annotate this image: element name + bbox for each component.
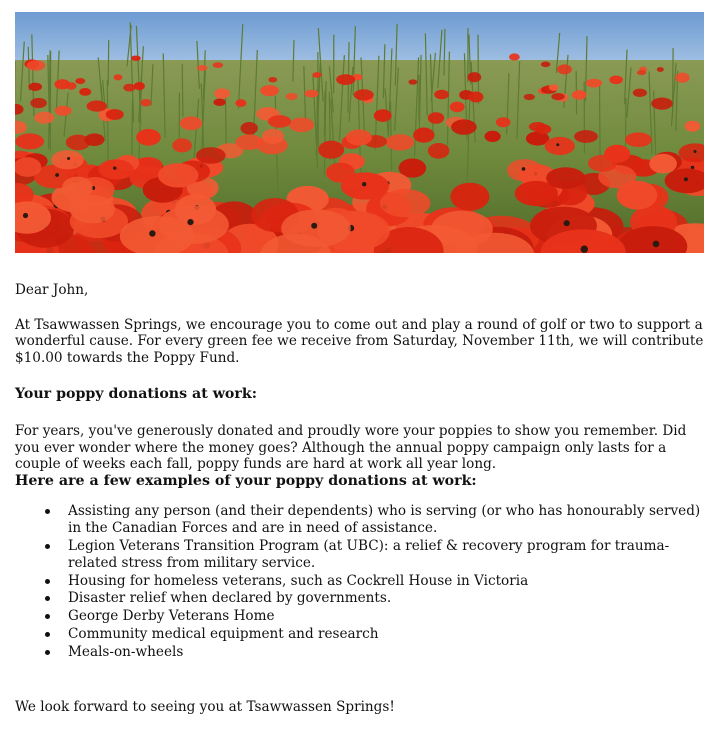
- poppy-flower: [213, 99, 225, 106]
- bullet-icon: [45, 614, 50, 619]
- list-item: [68, 626, 707, 643]
- poppy-flower: [685, 121, 701, 132]
- poppy-flower: [467, 72, 481, 82]
- poppy-flower: [281, 209, 351, 247]
- closing-line: We look forward to seeing you at Tsawwassen Springs!: [15, 699, 395, 716]
- poppy-center: [694, 150, 697, 153]
- bullet-icon: [45, 544, 50, 549]
- poppy-flower: [214, 88, 230, 98]
- poppy-center: [55, 173, 59, 177]
- poppy-flower: [609, 76, 623, 85]
- poppy-flower: [172, 138, 192, 152]
- poppy-flower: [551, 93, 564, 100]
- poppy-flower: [70, 195, 115, 223]
- list-item: [68, 538, 707, 571]
- poppy-flower: [268, 115, 291, 128]
- list-item-text: Meals-on-wheels: [68, 644, 184, 661]
- poppy-center: [564, 220, 570, 226]
- poppy-center: [67, 157, 70, 160]
- poppy-flower: [572, 90, 587, 100]
- poppy-flower: [241, 122, 258, 135]
- list-item: [68, 573, 707, 590]
- poppy-flower: [524, 94, 535, 100]
- poppy-flower: [651, 98, 673, 110]
- poppy-flower: [15, 133, 44, 149]
- bullet-icon: [45, 509, 50, 514]
- bullet-icon: [45, 596, 50, 601]
- poppy-flower: [114, 74, 123, 80]
- poppy-flower: [79, 88, 91, 96]
- list-item: [68, 608, 707, 625]
- email-content: [15, 282, 707, 716]
- poppy-flower: [27, 60, 46, 71]
- poppy-flower: [34, 112, 54, 124]
- poppy-flower: [346, 130, 372, 146]
- list-item-text: Housing for homeless veterans, such as Cockrell House in Victoria: [68, 572, 529, 589]
- poppy-flower: [625, 132, 652, 147]
- poppy-flower: [588, 155, 617, 172]
- examples-list: [15, 503, 707, 661]
- bullet-icon: [45, 650, 50, 655]
- poppy-flower: [269, 77, 278, 82]
- poppy-flower: [413, 128, 434, 143]
- examples-heading: Here are a few examples of your poppy donations at work:: [15, 472, 477, 489]
- list-item-text: Assisting any person (and their dependents) who is serving (or who has honourably served) in the Canadian Forces and are in need of assistance.: [68, 503, 701, 536]
- poppy-flower: [541, 62, 551, 68]
- poppy-flower: [51, 150, 84, 169]
- poppy-flower: [158, 163, 199, 187]
- list-item: [68, 503, 707, 536]
- poppy-flower: [374, 109, 392, 122]
- poppy-flower: [318, 141, 344, 159]
- poppy-center: [187, 219, 193, 225]
- poppy-flower: [106, 109, 124, 120]
- poppy-flower: [617, 181, 658, 210]
- poppy-flower: [507, 159, 542, 181]
- poppy-flower: [98, 159, 133, 179]
- poppy-center: [556, 143, 559, 146]
- poppy-flower: [549, 84, 559, 91]
- poppy-flower: [159, 205, 229, 244]
- poppy-flower: [496, 117, 511, 127]
- list-item-text: Community medical equipment and research: [68, 626, 379, 643]
- poppy-flower: [649, 154, 677, 174]
- poppy-flower: [134, 82, 145, 90]
- poppy-center: [522, 167, 526, 171]
- poppy-flower: [304, 90, 318, 98]
- poppy-stem: [182, 64, 183, 117]
- poppy-flower: [675, 73, 689, 83]
- poppy-flower: [469, 92, 484, 103]
- poppy-flower: [75, 78, 85, 84]
- poppy-flower: [196, 147, 226, 164]
- poppy-flower: [408, 79, 417, 84]
- poppy-flower: [55, 106, 72, 116]
- poppy-flower: [140, 99, 151, 106]
- poppy-center: [653, 241, 660, 248]
- poppy-center: [362, 182, 366, 186]
- poppy-flower: [123, 84, 135, 92]
- poppy-flower: [336, 74, 355, 85]
- poppy-flower: [380, 189, 430, 217]
- poppy-flower: [434, 90, 449, 100]
- poppy-center: [311, 223, 317, 229]
- poppy-flower: [509, 53, 520, 60]
- poppy-flower: [180, 117, 203, 131]
- poppy-flower: [485, 131, 501, 142]
- poppy-flower: [450, 183, 489, 211]
- poppy-flower: [557, 64, 572, 74]
- poppy-flower: [213, 62, 224, 68]
- poppy-flower: [633, 89, 647, 97]
- poppy-flower: [30, 98, 47, 108]
- poppy-center: [149, 230, 155, 236]
- poppy-flower: [386, 134, 415, 150]
- body-paragraph: For years, you've generously donated and proudly wore your poppies to show you remember. Did you ever wonder where the money goes? Although the annual poppy campaign only lasts for a couple of weeks each fall, poppy funds are hard at work all year long.: [15, 422, 687, 473]
- poppy-flower: [450, 102, 465, 113]
- poppy-flower: [428, 112, 444, 124]
- poppy-flower: [286, 93, 298, 100]
- poppy-center: [113, 167, 116, 170]
- greeting: Dear John,: [15, 282, 89, 298]
- poppy-flower: [354, 89, 374, 100]
- poppy-field-banner-image: [15, 12, 704, 253]
- poppy-flower: [586, 79, 602, 88]
- poppy-stem: [132, 101, 133, 155]
- poppy-flower: [451, 119, 477, 134]
- poppy-flower: [657, 67, 664, 72]
- poppy-center: [581, 246, 588, 253]
- bullet-icon: [45, 632, 50, 637]
- poppy-center: [23, 213, 28, 218]
- poppy-flower: [529, 122, 546, 131]
- poppy-flower: [84, 133, 104, 146]
- poppy-flower: [546, 167, 585, 189]
- poppy-flower: [197, 65, 208, 71]
- intro-paragraph: At Tsawwassen Springs, we encourage you to come out and play a round of golf or two to support a wonderful cause. For every green fee we receive from Saturday, November 11th, we will contribute $10.00 towards the Poppy Fund.: [15, 316, 704, 366]
- poppy-flower: [428, 143, 450, 159]
- bullet-icon: [45, 579, 50, 584]
- poppy-flower: [28, 83, 42, 91]
- list-item-text: Legion Veterans Transition Program (at UBC): a relief & recovery program for trauma-related stress from military service.: [68, 537, 670, 571]
- poppy-center: [684, 177, 688, 181]
- poppy-flower: [87, 101, 107, 112]
- poppy-flower: [545, 137, 575, 155]
- list-item: [68, 644, 707, 661]
- list-item-text: George Derby Veterans Home: [68, 608, 275, 625]
- list-item: [68, 590, 707, 607]
- poppy-flower: [312, 72, 321, 78]
- poppy-flower: [136, 129, 161, 146]
- poppy-flower: [637, 70, 646, 75]
- poppy-flower: [262, 129, 284, 144]
- list-item-text: Disaster relief when declared by governments.: [68, 590, 392, 607]
- poppy-flower: [131, 56, 141, 61]
- poppy-stem: [324, 91, 325, 136]
- poppy-flower: [54, 79, 70, 89]
- poppy-flower: [235, 99, 246, 107]
- section-heading: Your poppy donations at work:: [15, 386, 257, 403]
- poppy-flower: [289, 118, 314, 133]
- poppy-flower: [574, 130, 598, 143]
- poppy-flower: [260, 85, 279, 96]
